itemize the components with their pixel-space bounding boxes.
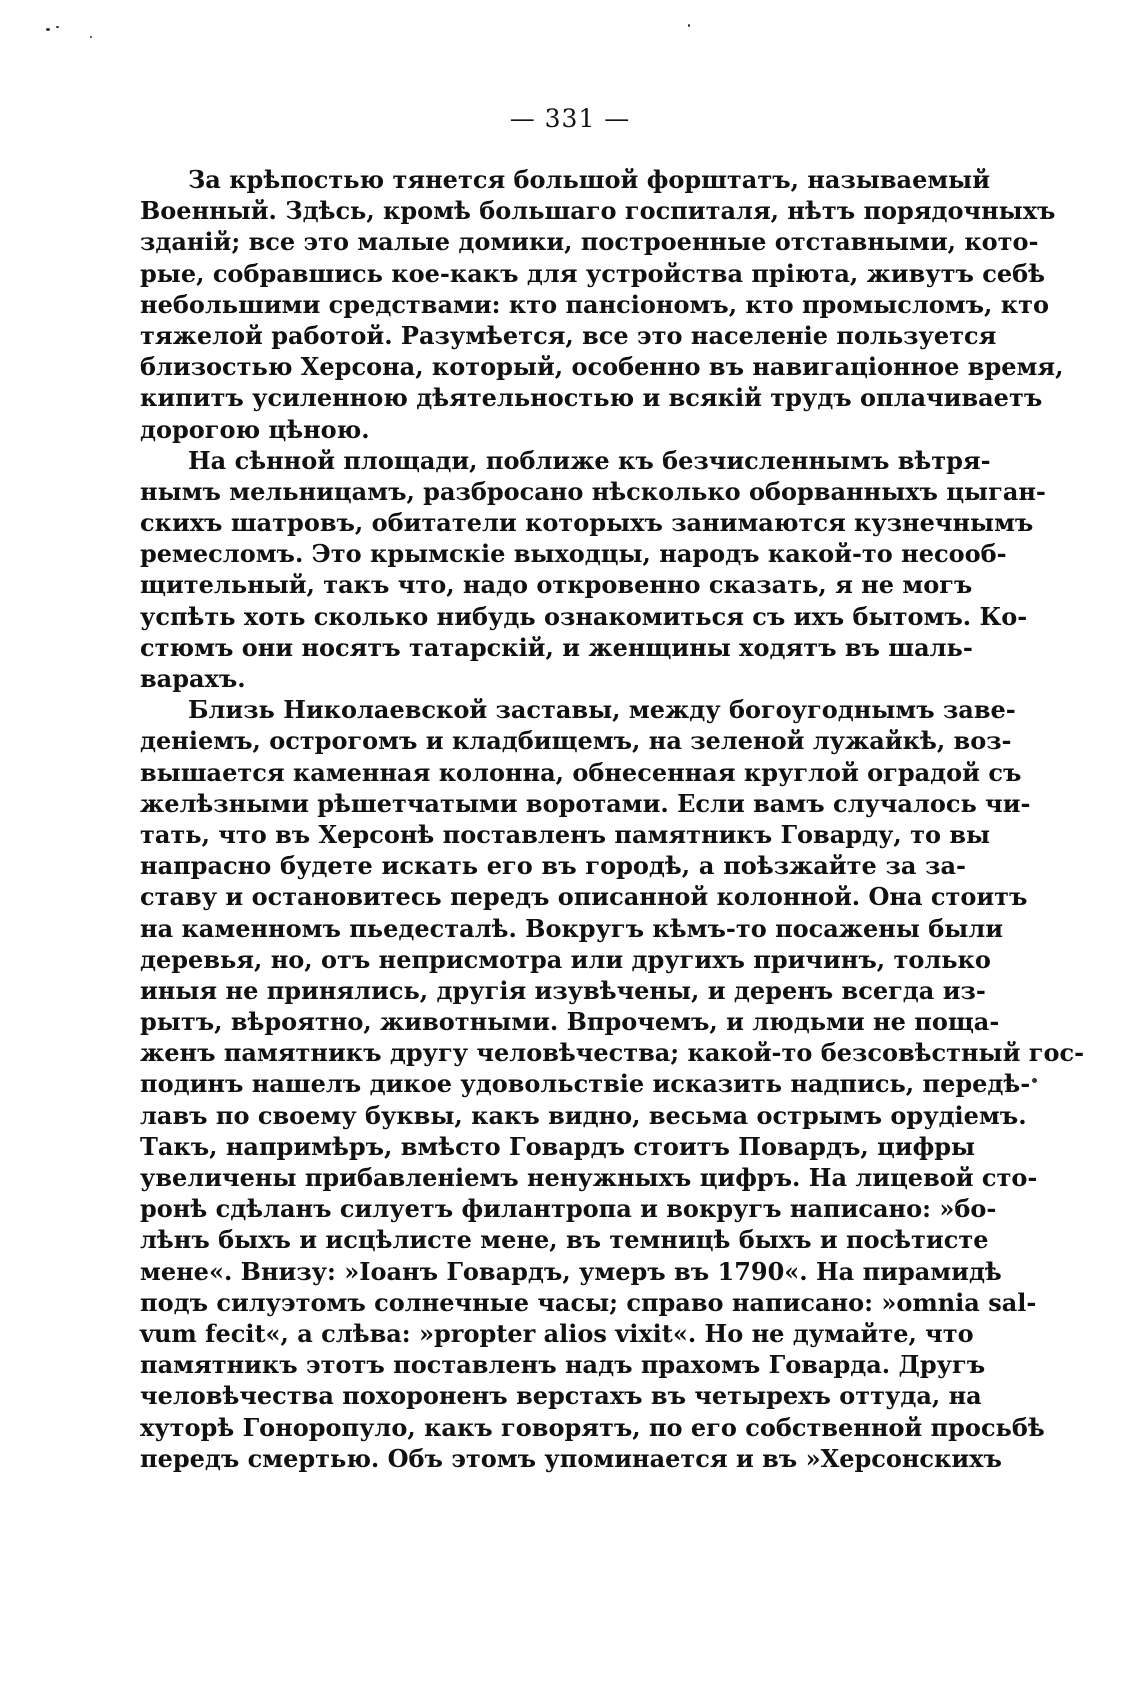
text-line: скихъ шатровъ, обитатели которыхъ занимаются кузнечнымъ [140,508,1034,538]
text-line: небольшими средствами: кто пансіономъ, кто промысломъ, кто [140,289,1049,319]
body-text [140,164,1085,1474]
text-line: зданій; все это малые домики, построенные отставными, кото- [140,227,1039,257]
text-line: подъ силуэтомъ солнечные часы; справо написано: »omnia sal- [140,1287,1037,1317]
text-line: ронѣ сдѣланъ силуетъ филантропа и вокругъ написано: »бо- [140,1194,997,1224]
text-line: лавъ по своему буквы, какъ видно, весьма острымъ орудіемъ. [140,1100,1027,1130]
text-line: иныя не принялись, другія изувѣчены, и деренъ всегда из- [140,975,986,1005]
text-line: успѣть хоть сколько нибудь ознакомиться съ ихъ бытомъ. Ко- [140,601,1028,631]
text-line: дорогою цѣною. [140,414,370,444]
text-line: напрасно будете искать его въ городѣ, а поѣзжайте за за- [140,851,966,881]
text-line: vum fecit«, а слѣва: »propter alios vixit«. Но не думайте, что [140,1318,974,1348]
text-line: кипитъ усиленною дѣятельностью и всякій трудъ оплачиваетъ [140,383,1043,413]
text-line: Близь Николаевской заставы, между богоугоднымъ заве- [188,695,1016,725]
text-line: ставу и остановитесь передъ описанной колонной. Она стоитъ [140,882,1028,912]
scan-speck [56,26,59,28]
text-line: памятникъ этотъ поставленъ надъ прахомъ Говарда. Другъ [140,1350,986,1380]
text-line: мене«. Внизу: »Іоанъ Говардъ, умеръ въ 1790«. На пирамидѣ [140,1256,1002,1286]
scan-speck [1032,1078,1037,1083]
scan-speck [46,28,50,31]
text-line: желѣзными рѣшетчатыми воротами. Если вамъ случалось чи- [140,788,1031,818]
text-line: стюмъ они носятъ татарскій, и женщины ходятъ въ шаль- [140,632,973,662]
text-line: лѣнъ быхъ и исцѣлисте мене, въ темницѣ быхъ и посѣтисте [140,1225,989,1255]
text-line: На сѣнной площади, поближе къ безчисленнымъ вѣтря- [188,445,991,475]
text-line: Военный. Здѣсь, кромѣ большаго госпиталя, нѣтъ порядочныхъ [140,196,1056,226]
text-line: За крѣпостью тянется большой форштатъ, называемый [188,165,991,194]
text-line: нымъ мельницамъ, разбросано нѣсколько оборванныхъ цыган- [140,476,1046,506]
text-line: рые, собравшись кое-какъ для устройства пріюта, живутъ себѣ [140,258,1046,288]
text-line: рытъ, вѣроятно, животными. Впрочемъ, и людьми не пощa- [140,1007,1000,1037]
text-line: человѣчества похороненъ верстахъ въ четырехъ оттуда, на [140,1381,982,1411]
text-line: хуторѣ Гонoропуло, какъ говорятъ, по его собственной просьбѣ [140,1412,1045,1442]
scan-speck [90,36,92,38]
text-line: на каменномъ пьедесталѣ. Вокругъ кѣмъ-то посажены были [140,913,1004,943]
scan-speck [688,24,690,27]
text-line: вышается каменная колонна, обнесенная круглой оградой съ [140,757,1022,787]
text-line: варахъ. [140,664,246,693]
text-line: ремесломъ. Это крымскіе выходцы, народъ какой-то несооб- [140,539,1007,569]
text-line: подинъ нашелъ дикое удовольствіе исказить надпись, передѣ- [140,1069,1031,1099]
text-line: деревья, но, отъ неприсмотра или другихъ причинъ, только [140,944,991,974]
paragraph-2 [140,445,1046,695]
text-line: Такъ, напримѣръ, вмѣсто Говардъ стоитъ Повардъ, цифры [140,1131,976,1161]
text-line: близостью Херсона, который, особенно въ навигаціонное время, [140,352,1064,382]
paragraph-3 [140,694,1085,1474]
text-line: тяжелой работой. Разумѣется, все это населеніе пользуется [140,320,997,350]
text-line: щительный, такъ что, надо откровенно сказать, я не могъ [140,570,973,600]
text-line: тать, что въ Херсонѣ поставленъ памятникъ Говарду, то вы [140,819,991,849]
page-number: — 331 — [509,104,631,133]
text-line: передъ смертью. Объ этомъ упоминается и въ »Херсонскихъ [140,1443,1002,1473]
paragraph-1 [140,164,1064,445]
text-line: увеличены прибавленіемъ ненужныхъ цифръ. На лицевой сто- [140,1163,1038,1192]
text-line: деніемъ, острогомъ и кладбищемъ, на зеленой лужайкѣ, воз- [140,726,1012,756]
text-line: женъ памятникъ другу человѣчества; какой-то безсовѣстный гос- [140,1038,1085,1068]
